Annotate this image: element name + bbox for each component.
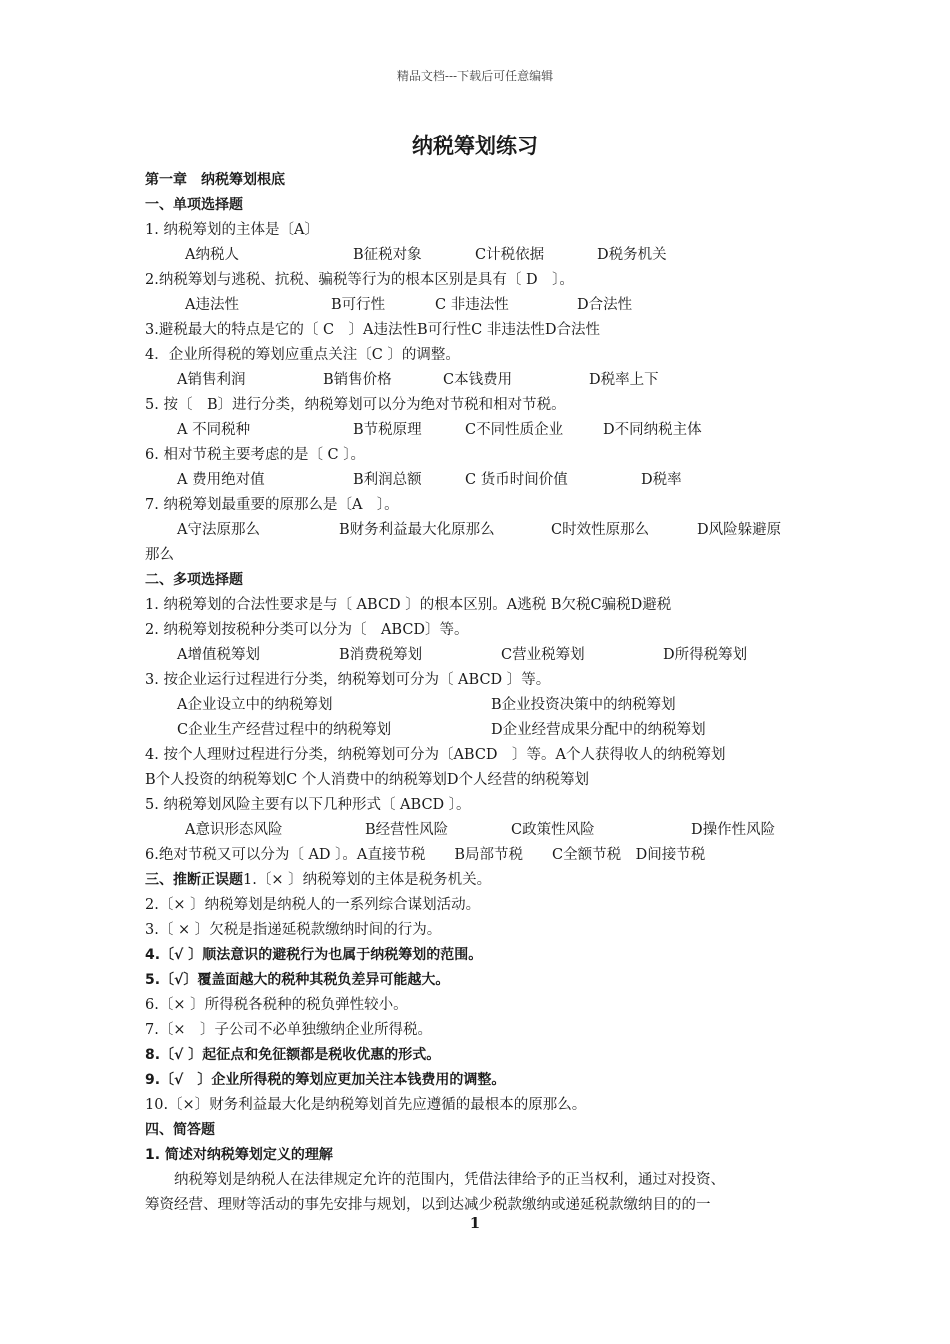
option: A违法性 <box>185 297 239 313</box>
option: C营业税筹划 <box>501 647 585 663</box>
line-text: 8.〔√ 〕起征点和免征额都是税收优惠的形式。 <box>145 1047 441 1063</box>
option: A 费用绝对值 <box>177 472 265 488</box>
line-text: 5. 纳税筹划风险主要有以下几种形式〔 ABCD 〕。 <box>145 797 471 813</box>
line-text: B个人投资的纳税筹划C 个人消费中的纳税筹划D个人经营的纳税筹划 <box>145 772 589 788</box>
option: A增值税筹划 <box>177 647 260 663</box>
line-text: 2.〔× 〕纳税筹划是纳税人的一系列综合谋划活动。 <box>145 897 481 913</box>
option: B财务利益最大化原那么 <box>339 522 495 538</box>
text-line <box>145 768 845 793</box>
line-text: 6.〔× 〕所得税各税种的税负弹性较小。 <box>145 997 408 1013</box>
option: A守法原那么 <box>177 522 260 538</box>
line-text: 9.〔√ 〕企业所得税的筹划应更加关注本钱费用的调整。 <box>145 1072 506 1088</box>
line-text: 那么 <box>145 547 174 563</box>
option: A企业设立中的纳税筹划 <box>177 697 333 713</box>
option: C时效性原那么 <box>551 522 650 538</box>
heading-line <box>145 868 845 893</box>
heading-line <box>145 943 845 968</box>
text-line <box>145 618 845 643</box>
text-line <box>145 268 845 293</box>
text-line <box>145 793 845 818</box>
text-line <box>145 918 845 943</box>
text-line <box>145 543 845 568</box>
document-title: 纳税筹划练习 <box>412 134 538 158</box>
line-text: 6.绝对节税又可以分为〔 AD 〕。A直接节税 B局部节税 C全额节税 D间接节税 <box>145 847 706 863</box>
line-text: 筹资经营、理财等活动的事先安排与规划，以到达减少税款缴纳或递延税款缴纳目的的一 <box>145 1197 711 1213</box>
line-text: 5. 按〔 B〕进行分类，纳税筹划可以分为绝对节税和相对节税。 <box>145 397 566 413</box>
line-text: 1. 纳税筹划的合法性要求是与〔 ABCD 〕的根本区别。A逃税 B欠税C骗税D避税 <box>145 597 672 613</box>
line-text: 6. 相对节税主要考虑的是〔 C 〕。 <box>145 447 366 463</box>
heading-line <box>145 568 845 593</box>
text-line <box>145 1018 845 1043</box>
heading-line <box>145 1143 845 1168</box>
line-text: 3. 按企业运行过程进行分类，纳税筹划可分为〔 ABCD 〕等。 <box>145 672 551 688</box>
option: C不同性质企业 <box>465 422 564 438</box>
heading-line <box>145 1043 845 1068</box>
option: D操作性风险 <box>691 822 776 838</box>
text-line <box>145 443 845 468</box>
line-text: 3.〔 × 〕欠税是指递延税款缴纳时间的行为。 <box>145 922 442 938</box>
option: B可行性 <box>331 297 386 313</box>
line-text: 第一章 纳税筹划根底 <box>145 172 285 188</box>
heading-line <box>145 968 845 993</box>
option: D风险躲避原 <box>697 522 782 538</box>
option: D不同纳税主体 <box>603 422 702 438</box>
line-text: 10.〔×〕财务利益最大化是纳税筹划首先应遵循的最根本的原那么。 <box>145 1097 587 1113</box>
text-line <box>145 493 845 518</box>
line-text: 4.〔√ 〕顺法意识的避税行为也属于纳税筹划的范围。 <box>145 947 483 963</box>
heading-line <box>145 1118 845 1143</box>
option: C本钱费用 <box>443 372 513 388</box>
text-line <box>145 843 845 868</box>
line-text: 一、单项选择题 <box>145 197 243 213</box>
text-line <box>145 1093 845 1118</box>
option: A 不同税种 <box>177 422 251 438</box>
option: D税率 <box>641 472 682 488</box>
option: D税率上下 <box>589 372 659 388</box>
option: B企业投资决策中的纳税筹划 <box>491 697 676 713</box>
text-line <box>145 1168 845 1193</box>
line-text: 2. 纳税筹划按税种分类可以分为〔 ABCD〕等。 <box>145 622 469 638</box>
heading-line <box>145 1068 845 1093</box>
text-line <box>145 893 845 918</box>
line-text-rest: 1.〔× 〕纳税筹划的主体是税务机关。 <box>243 872 492 888</box>
text-line <box>145 218 845 243</box>
option: D企业经营成果分配中的纳税筹划 <box>491 722 706 738</box>
option: D税务机关 <box>597 247 667 263</box>
option: A销售利润 <box>177 372 246 388</box>
text-line <box>145 343 845 368</box>
line-text: 四、简答题 <box>145 1122 215 1138</box>
line-text: 2.纳税筹划与逃税、抗税、骗税等行为的根本区别是具有〔 D 〕。 <box>145 272 574 288</box>
text-line <box>145 993 845 1018</box>
text-line <box>145 668 845 693</box>
text-line <box>145 318 845 343</box>
option: C政策性风险 <box>511 822 595 838</box>
line-text: 4. 按个人理财过程进行分类，纳税筹划可分为〔ABCD 〕等。A个人获得收人的纳税筹划 <box>145 747 726 763</box>
line-text: 1. 纳税筹划的主体是〔A〕 <box>145 222 319 238</box>
option: B销售价格 <box>323 372 392 388</box>
heading-line <box>145 193 845 218</box>
line-text: 7.〔× 〕子公司不必单独缴纳企业所得税。 <box>145 1022 432 1038</box>
option: D合法性 <box>577 297 633 313</box>
line-text: 二、多项选择题 <box>145 572 243 588</box>
line-text: 三、推断正误题 <box>145 872 243 888</box>
option: B经营性风险 <box>365 822 449 838</box>
option: A纳税人 <box>185 247 239 263</box>
option: C 非违法性 <box>435 297 509 313</box>
option: B消费税筹划 <box>339 647 423 663</box>
line-text: 纳税筹划是纳税人在法律规定允许的范围内，凭借法律给予的正当权利，通过对投资、 <box>145 1172 725 1188</box>
text-line <box>145 593 845 618</box>
option: C企业生产经营过程中的纳税筹划 <box>177 722 392 738</box>
heading-line <box>145 168 845 193</box>
option: D所得税筹划 <box>663 647 748 663</box>
line-text: 5.〔√〕覆盖面越大的税种其税负差异可能越大。 <box>145 972 450 988</box>
option: B利润总额 <box>353 472 422 488</box>
page-number: 1 <box>469 1214 481 1232</box>
line-text: 3.避税最大的特点是它的〔 C 〕A违法性B可行性C 非违法性D合法性 <box>145 322 600 338</box>
option: A意识形态风险 <box>185 822 283 838</box>
text-line <box>145 393 845 418</box>
option: B征税对象 <box>353 247 422 263</box>
text-line <box>145 743 845 768</box>
option: C 货币时间价值 <box>465 472 568 488</box>
line-text: 4．企业所得税的筹划应重点关注〔C 〕的调整。 <box>145 347 460 363</box>
line-text: 1. 简述对纳税筹划定义的理解 <box>145 1147 333 1163</box>
option: B节税原理 <box>353 422 422 438</box>
page-header: 精品文档---下载后可任意编辑 <box>396 69 554 83</box>
line-text: 7. 纳税筹划最重要的原那么是〔A 〕。 <box>145 497 399 513</box>
option: C计税依据 <box>475 247 545 263</box>
